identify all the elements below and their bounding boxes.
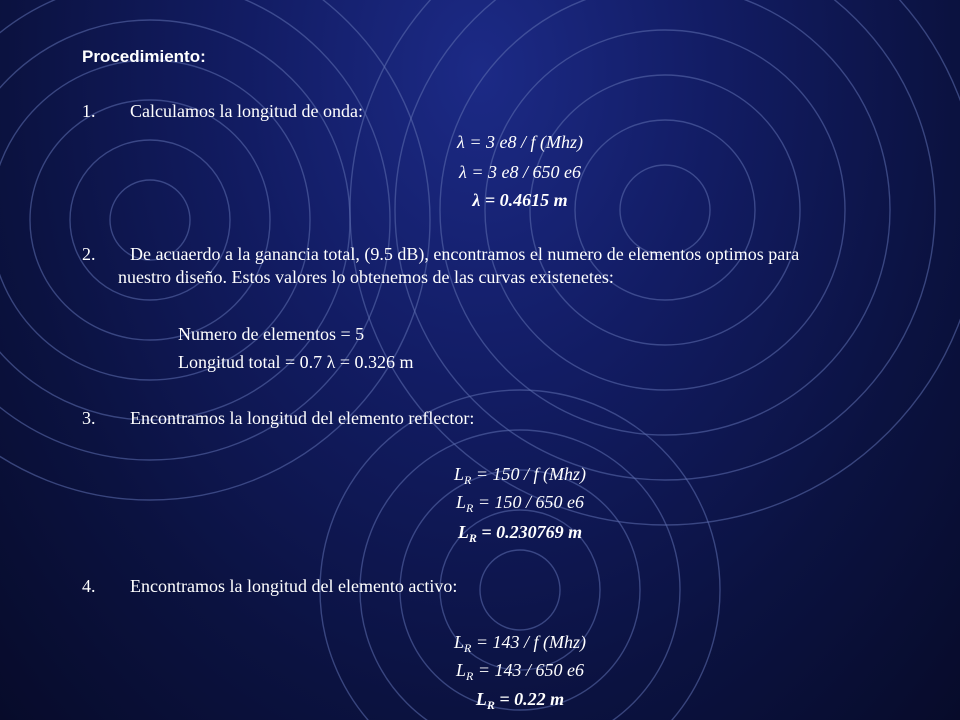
step-1-number: 1. <box>82 101 96 121</box>
step-1 <box>82 100 363 122</box>
step-3-formula-1: $L_R = 150 / f$ (Mhz) <box>454 464 586 487</box>
step-1-formula-1 <box>0 131 960 153</box>
formula-expression: = 0.4615 m <box>480 190 568 210</box>
step-4-number: 4. <box>82 576 96 596</box>
formula-symbol: λ <box>459 162 467 182</box>
step-1-text: Calculamos la longitud de onda: <box>130 101 363 121</box>
formula-symbol: λ <box>472 190 481 210</box>
step-3-formula-2: $L_R = 150 / 650$ e6 <box>456 492 584 515</box>
step-1-formula-2 <box>0 161 960 183</box>
step-4-text: Encontramos la longitud del elemento activo: <box>130 576 458 596</box>
formula-expression: = 3 e8 / f (Mhz) <box>464 132 583 152</box>
step-2-total-length: Longitud total = 0.7 λ = 0.326 m <box>178 352 414 372</box>
step-4 <box>82 575 457 597</box>
step-3-number: 3. <box>82 408 96 428</box>
step-2-text-line-1: De acuaerdo a la ganancia total, (9.5 dB), encontramos el numero de elementos optimos para <box>130 244 800 264</box>
step-3-result: $L_R = 0.230769$ m <box>457 522 583 545</box>
step-4-formula-1: $L_R = 143 / f$ (Mhz) <box>454 632 586 655</box>
step-4-formula-2: $L_R = 143 / 650$ e6 <box>456 660 584 683</box>
lambda-symbol: λ <box>326 352 336 372</box>
step-2-text-line-2: nuestro diseño. Estos valores lo obtenemos de las curvas existenetes: <box>118 267 614 287</box>
step-2-number: 2. <box>82 244 96 264</box>
formula-symbol: λ <box>457 132 465 152</box>
step-1-result <box>0 189 960 211</box>
step-2 <box>82 243 799 265</box>
step-2-element-count: Numero de elementos = 5 <box>178 324 365 344</box>
formula-expression: = 3 e8 / 650 e6 <box>466 162 581 182</box>
step-4-result: $L_R = 0.22$ m <box>475 689 565 712</box>
step-3 <box>82 407 474 429</box>
page-title: Procedimiento: <box>82 47 206 66</box>
step-3-text: Encontramos la longitud del elemento reflector: <box>130 408 475 428</box>
